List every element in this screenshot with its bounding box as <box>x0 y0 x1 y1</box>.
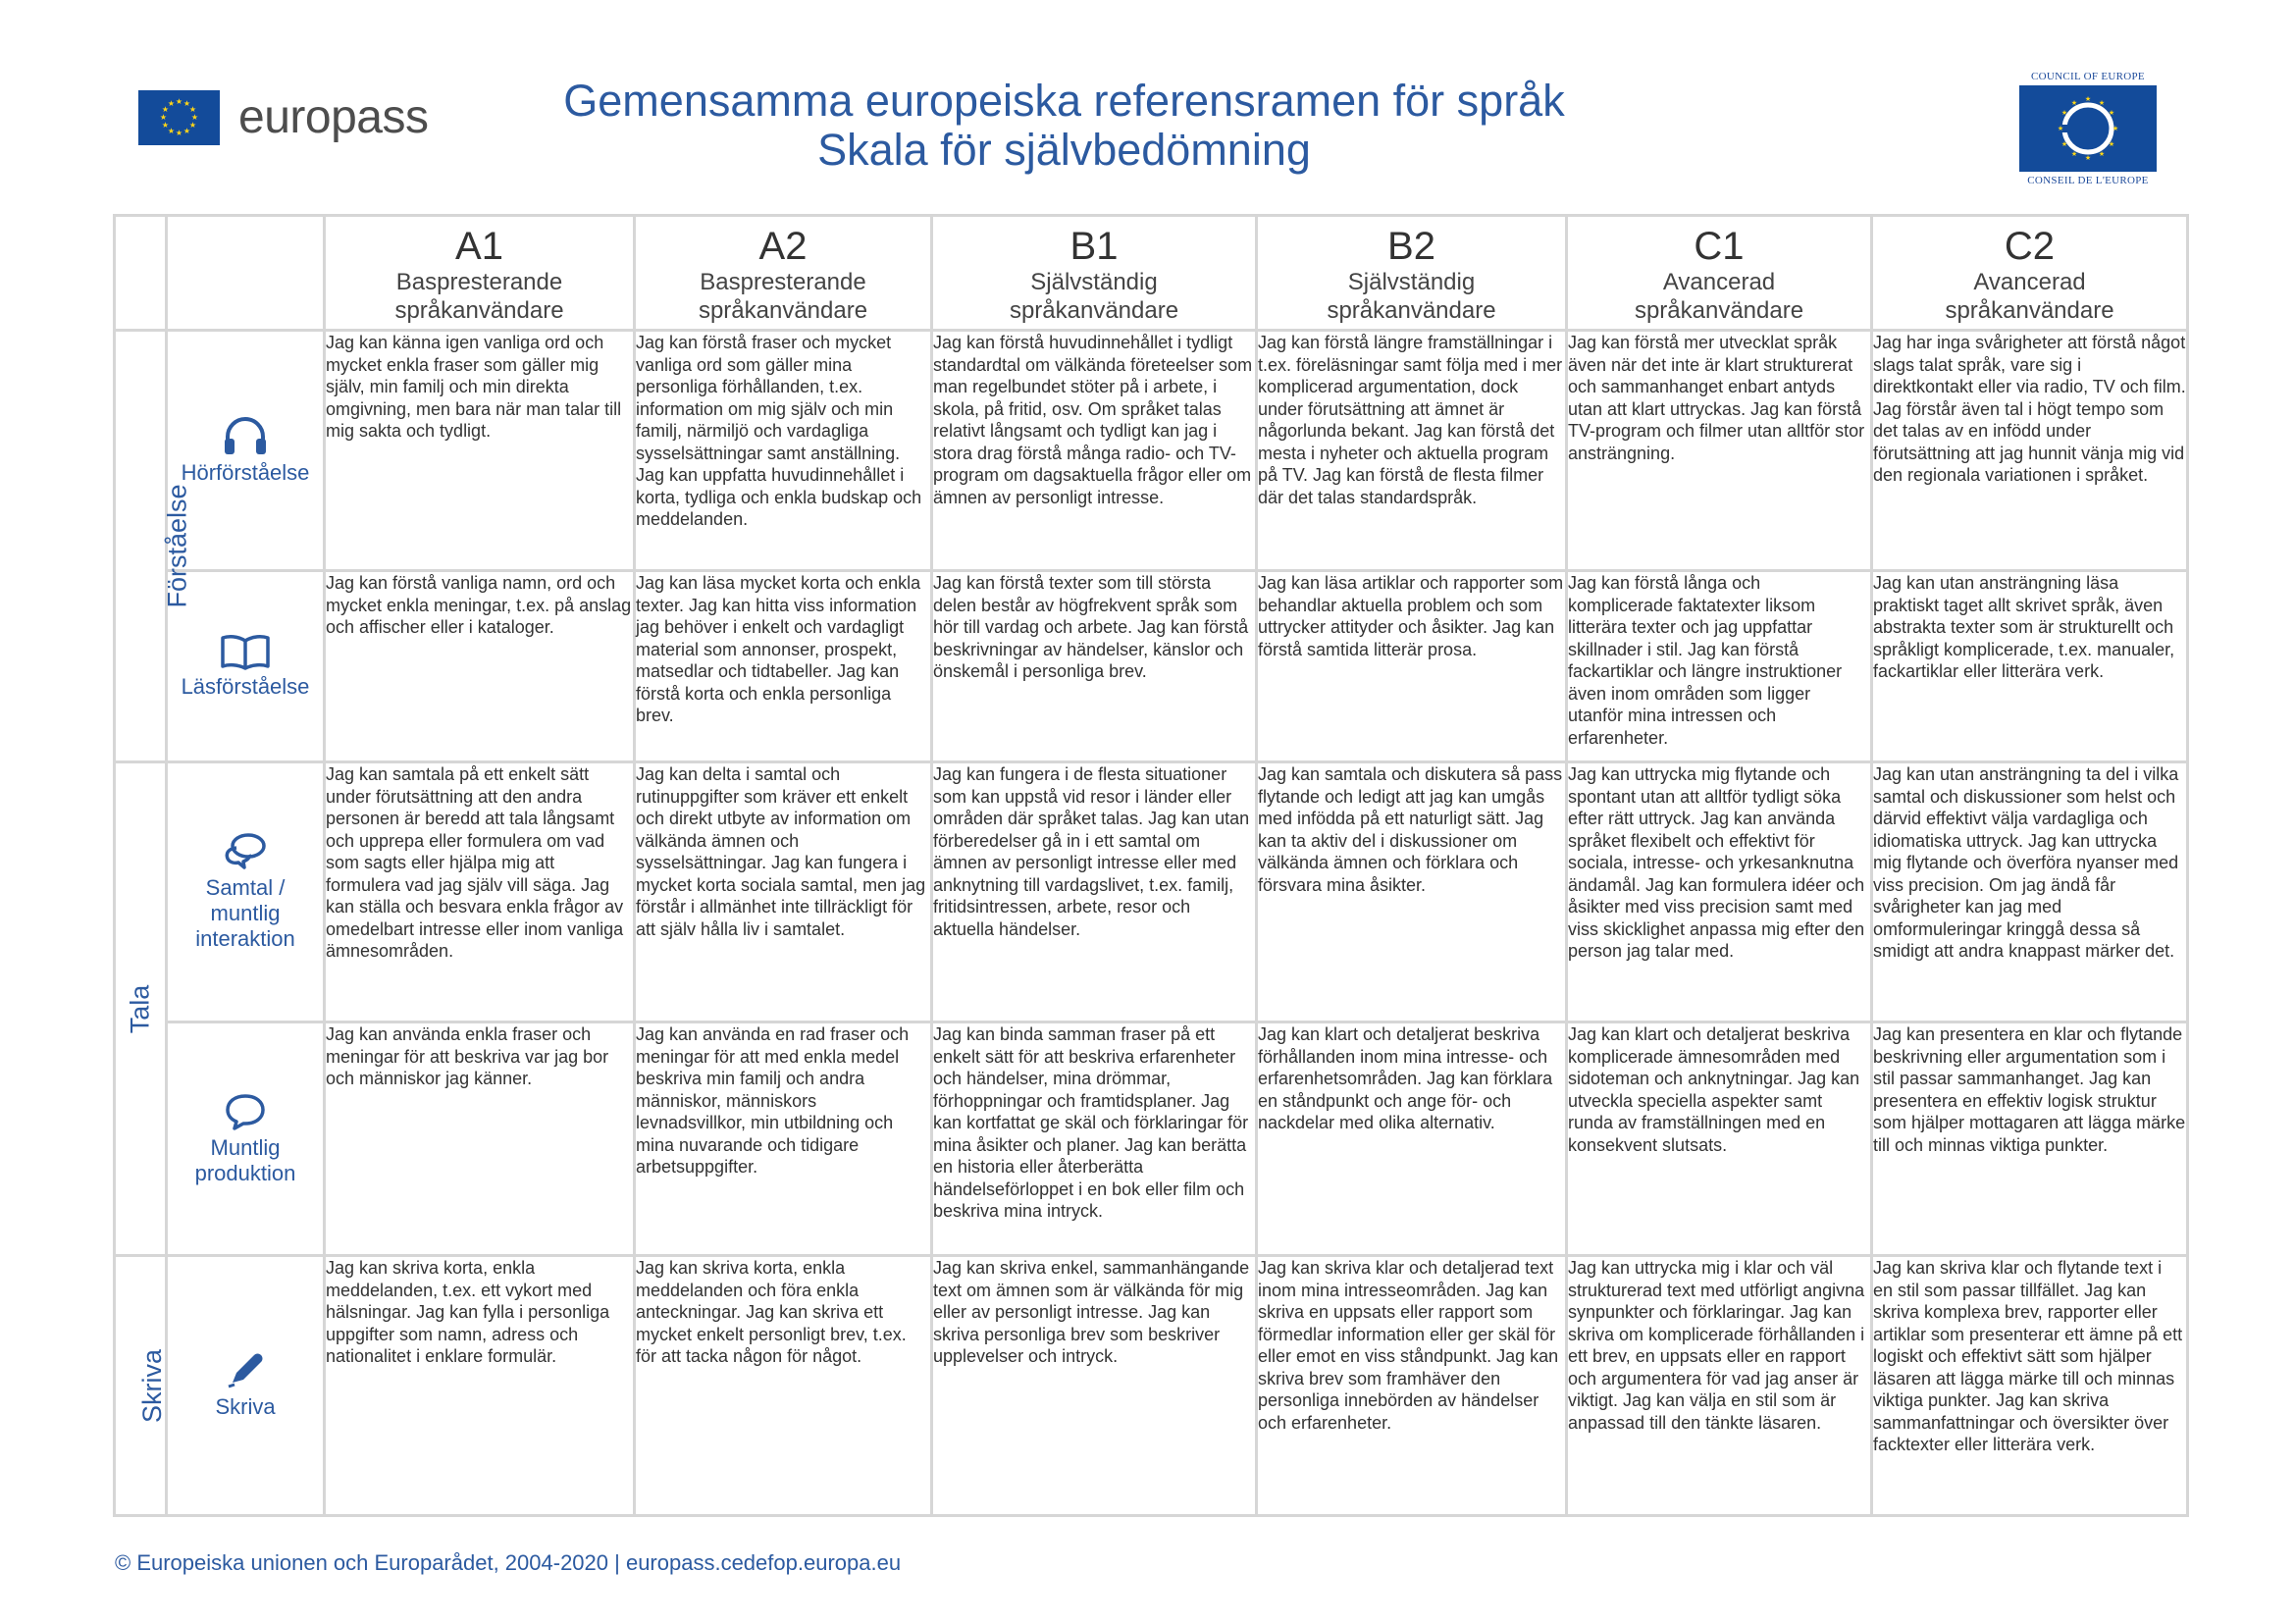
descriptor-cell: Jag kan samtala och diskutera så pass flytande och ledigt att jag kan umgås med infödda på ett naturligt sätt. Jag kan ta aktiv del i diskussioner om välkända ämnen och förklara och försvara mina åsikter. <box>1257 762 1567 1022</box>
corner-cell <box>115 216 167 331</box>
descriptor-cell: Jag kan klart och detaljerat beskriva förhållanden inom mina intresse- och erfarenhetsområden. Jag kan förklara en ståndpunkt och ange för- och nackdelar med olika alternativ. <box>1257 1022 1567 1256</box>
row-listening <box>115 331 2188 571</box>
coe-label-en: COUNCIL OF EUROPE <box>2031 71 2145 82</box>
page-header <box>0 0 2295 206</box>
category-label: Tala <box>125 984 155 1033</box>
descriptor-cell: Jag kan utan ansträngning läsa praktiskt taget allt skrivet språk, även abstrakta texter som är strukturellt och språkligt komplicerade, t.ex. manualer, fackartiklar eller litterära verk. <box>1872 571 2188 762</box>
skill-label: interaktion <box>195 926 295 951</box>
level-desc: Avancerad <box>1973 269 2086 295</box>
svg-text:★: ★ <box>175 97 183 106</box>
svg-text:★: ★ <box>2112 125 2119 132</box>
svg-text:★: ★ <box>161 105 170 114</box>
row-production <box>115 1022 2188 1256</box>
skill-writing <box>167 1256 325 1516</box>
footer-copyright: © Europeiska unionen och Europarådet, 2004-2020 | europass.cedefop.europa.eu <box>115 1550 902 1575</box>
skill-label: Muntlig <box>210 1134 281 1160</box>
skill-production <box>167 1022 325 1256</box>
level-code: B1 <box>1069 225 1119 268</box>
descriptor-cell: Jag kan läsa mycket korta och enkla texter. Jag kan hitta viss information jag behöver i enkelt och vardagligt material som annonser, prospekt, matsedlar och tidtabeller. Jag kan förstå korta och enkla personliga brev. <box>635 571 932 762</box>
level-header-b2 <box>1257 216 1567 331</box>
svg-text:★: ★ <box>161 121 170 130</box>
level-header-a2 <box>635 216 932 331</box>
descriptor-cell: Jag kan förstå långa och komplicerade faktatexter liksom litterära texter och jag uppfattar skillnader i stil. Jag kan förstå fackartiklar och längre instruktioner även inom områden som ligger utanför mina intressen och erfarenheter. <box>1567 571 1872 762</box>
descriptor-cell: Jag kan skriva klar och detaljerad text inom mina intresseområden. Jag kan skriva en uppsats eller rapport som förmedlar information eller ger skäl för eller emot en viss ståndpunkt. Jag kan skriva brev som framhäver den personliga innebörden av händelser och erfarenheter. <box>1257 1256 1567 1516</box>
coe-logo <box>2019 71 2157 186</box>
level-code: C2 <box>2004 225 2056 268</box>
level-desc: Baspresterande <box>395 269 563 295</box>
svg-text:★: ★ <box>2070 99 2078 107</box>
svg-text:★: ★ <box>2060 140 2068 148</box>
page-subtitle: Skala för självbedömning <box>817 125 1311 175</box>
svg-text:★: ★ <box>159 113 168 122</box>
svg-text:★: ★ <box>2084 95 2092 103</box>
row-interaction <box>115 762 2188 1022</box>
level-header-row <box>115 216 2188 331</box>
level-desc: Självständig <box>1347 269 1476 295</box>
skill-label: muntlig <box>210 901 281 925</box>
descriptor-cell: Jag kan förstå mer utvecklat språk även när det inte är klart strukturerat och sammanhanget enbart antyds utan att klart uttryckas. Jag kan förstå TV-program och filmer utan alltför stor ansträngning. <box>1567 331 1872 571</box>
descriptor-cell: Jag kan förstå fraser och mycket vanliga ord som gäller mina personliga förhållanden, t.ex. information om mig själv och min familj, närmiljö och vardagliga sysselsättningar samt anställning. Jag kan uppfatta huvudinnehållet i korta, tydliga och enkla budskap och meddelanden. <box>635 331 932 571</box>
descriptor-cell: Jag kan använda en rad fraser och meningar för att med enkla medel beskriva min familj och andra människor, människors levnadsvillkor, min utbildning och mina nuvarande och tidigare arbetsuppgifter. <box>635 1022 932 1256</box>
svg-text:★: ★ <box>2060 109 2068 117</box>
descriptor-cell: Jag kan förstå huvudinnehållet i tydligt standardtal om välkända företeelser som man regelbundet stöter på i arbete, i skola, på fritid, osv. Om språket talas relativt långsamt och tydligt kan jag i stora drag förstå många radio- och TV-program om dagsaktuella frågor eller om ämnen av personligt intresse. <box>932 331 1257 571</box>
svg-text:★: ★ <box>183 127 191 135</box>
svg-text:★: ★ <box>188 121 197 130</box>
row-reading <box>115 571 2188 762</box>
descriptor-cell: Jag kan känna igen vanliga ord och mycket enkla fraser som gäller mig själv, min familj och min direkta omgivning, men bara när man talar till mig sakta och tydligt. <box>325 331 635 571</box>
coe-label-fr: CONSEIL DE L'EUROPE <box>2027 175 2149 186</box>
svg-text:★: ★ <box>2057 125 2064 132</box>
europass-logo: europass <box>238 91 429 143</box>
descriptor-cell: Jag kan förstå texter som till största delen består av högfrekvent språk som hör till vardag och arbete. Jag kan förstå beskrivningar av händelser, känslor och önskemål i personliga brev. <box>932 571 1257 762</box>
skill-label: produktion <box>194 1160 296 1185</box>
svg-text:★: ★ <box>188 105 197 114</box>
category-writing <box>115 1256 167 1516</box>
svg-text:★: ★ <box>2108 109 2115 117</box>
svg-text:★: ★ <box>167 99 176 108</box>
corner-cell <box>167 216 325 331</box>
skill-label: Läsförståelse <box>181 674 310 699</box>
pencil-icon <box>225 1351 266 1390</box>
descriptor-cell: Jag kan förstå vanliga namn, ord och mycket enkla meningar, t.ex. på anslag och affischer eller i kataloger. <box>325 571 635 762</box>
skill-label: Hörförståelse <box>181 460 310 485</box>
descriptor-cell: Jag har inga svårigheter att förstå något slags talat språk, vare sig i direktkontakt eller via radio, TV och film. Jag förstår även tal i högt tempo som det talas av en infödd under förutsättning att jag hunnit vänja mig vid den regionala variationen i språket. <box>1872 331 2188 571</box>
svg-text:★: ★ <box>167 127 176 135</box>
speech-bubble-icon <box>225 1092 266 1131</box>
level-desc: språkanvändare <box>394 297 564 324</box>
descriptor-cell: Jag kan skriva klar och flytande text i en stil som passar tillfället. Jag kan skriva komplexa brev, rapporter eller artiklar som presenterar ett ämne på ett logiskt och effektivt sätt som hjälper läsaren att lägga märke till och minnas viktiga punkter. Jag kan skriva sammanfattningar och översikter över facktexter eller litterära verk. <box>1872 1256 2188 1516</box>
svg-text:★: ★ <box>2098 150 2106 158</box>
svg-text:★: ★ <box>2070 150 2078 158</box>
category-label: Skriva <box>137 1348 168 1423</box>
svg-text:★: ★ <box>2108 140 2115 148</box>
speech-bubbles-icon <box>223 832 268 871</box>
svg-text:★: ★ <box>2084 154 2092 162</box>
descriptor-cell: Jag kan uttrycka mig flytande och spontant utan att alltför tydligt söka efter rätt uttryck. Jag kan använda språket flexibelt och effektivt för sociala, intresse- och yrkesanknutna ändamål. Jag kan formulera idéer och åsikter med viss precision samt med viss skicklighet anpassa mig efter den person jag talar med. <box>1567 762 1872 1022</box>
level-desc: språkanvändare <box>698 297 868 324</box>
book-icon <box>220 633 271 670</box>
descriptor-cell: Jag kan uttrycka mig i klar och väl strukturerad text med utförligt angivna synpunkter och förklaringar. Jag kan skriva om komplicerade förhållanden i ett brev, en uppsats eller en rapport och argumentera för vad jag anser är viktigt. Jag kan välja en stil som är anpassad till den tänkte läsaren. <box>1567 1256 1872 1516</box>
level-desc: Avancerad <box>1662 269 1776 295</box>
descriptor-cell: Jag kan samtala på ett enkelt sätt under förutsättning att den andra personen är beredd att tala långsamt och upprepa eller formulera om vad som sagts eller hjälpa mig att formulera vad jag själv vill säga. Jag kan ställa och besvara enkla frågor av omedelbart intresse eller inom vanliga ämnesområden. <box>325 762 635 1022</box>
level-code: A2 <box>758 225 808 268</box>
level-desc: språkanvändare <box>1945 297 2114 324</box>
self-assessment-grid <box>113 214 2189 1517</box>
level-code: C1 <box>1694 225 1745 268</box>
category-label: Förståelse <box>162 484 192 608</box>
level-desc: språkanvändare <box>1634 297 1804 324</box>
descriptor-cell: Jag kan skriva enkel, sammanhängande text om ämnen som är välkända för mig eller av personligt intresse. Jag kan skriva personliga brev som beskriver upplevelser och intryck. <box>932 1256 1257 1516</box>
svg-text:★: ★ <box>183 99 191 108</box>
svg-text:★: ★ <box>175 129 183 137</box>
category-speaking <box>115 762 167 1256</box>
descriptor-cell: Jag kan klart och detaljerat beskriva komplicerade ämnesområden med sidoteman och anknytningar. Jag kan utveckla speciella aspekter samt runda av framställningen med en konsekvent slutsats. <box>1567 1022 1872 1256</box>
descriptor-cell: Jag kan skriva korta, enkla meddelanden, t.ex. ett vykort med hälsningar. Jag kan fylla i personliga uppgifter som namn, adress och nationalitet i enklare formulär. <box>325 1256 635 1516</box>
level-desc: språkanvändare <box>1009 297 1179 324</box>
level-desc: språkanvändare <box>1327 297 1496 324</box>
level-desc: Baspresterande <box>700 269 866 295</box>
descriptor-cell: Jag kan delta i samtal och rutinuppgifter som kräver ett enkelt och direkt utbyte av information om välkända ämnen och sysselsättningar. Jag kan fungera i mycket korta sociala samtal, men jag förstår i allmänhet inte tillräckligt för att själv hålla liv i samtalet. <box>635 762 932 1022</box>
descriptor-cell: Jag kan presentera en klar och flytande beskrivning eller argumentation som i stil passar sammanhanget. Jag kan presentera en effektiv logisk struktur som hjälper mottagaren att lägga märke till och minnas viktiga punkter. <box>1872 1022 2188 1256</box>
level-header-a1 <box>325 216 635 331</box>
page-title: Gemensamma europeiska referensramen för språk <box>563 76 1565 126</box>
level-header-b1 <box>932 216 1257 331</box>
descriptor-cell: Jag kan binda samman fraser på ett enkelt sätt för att beskriva erfarenheter och händelser, mina drömmar, förhoppningar och framtidsplaner. Jag kan kortfattat ge skäl och förklaringar för mina åsikter och planer. Jag kan berätta en historia eller återberätta händelseförloppet i en bok eller film och beskriva mina intryck. <box>932 1022 1257 1256</box>
level-code: B2 <box>1387 225 1435 268</box>
skill-label: Samtal / <box>205 875 286 900</box>
svg-text:★: ★ <box>190 113 199 122</box>
row-writing <box>115 1256 2188 1516</box>
svg-text:★: ★ <box>2098 99 2106 107</box>
descriptor-cell: Jag kan använda enkla fraser och meningar för att beskriva var jag bor och människor jag känner. <box>325 1022 635 1256</box>
descriptor-cell: Jag kan läsa artiklar och rapporter som behandlar aktuella problem och som uttrycker attityder och åsikter. Jag kan förstå samtida litterär prosa. <box>1257 571 1567 762</box>
skill-label: Skriva <box>215 1394 276 1419</box>
level-code: A1 <box>455 225 503 268</box>
descriptor-cell: Jag kan utan ansträngning ta del i vilka samtal och diskussioner som helst och därvid effektivt välja vardagliga och idiomatiska uttryck. Jag kan uttrycka mig flytande och överföra nyanser med viss precision. Om jag ändå får svårigheter kan jag med omformuleringar kringgå dessa så smidigt att andra knappast märker det. <box>1872 762 2188 1022</box>
coe-emblem-icon <box>2019 85 2157 172</box>
skill-interaction <box>167 762 325 1022</box>
level-desc: Självständig <box>1030 269 1158 295</box>
category-understanding <box>115 331 192 762</box>
level-header-c1 <box>1567 216 1872 331</box>
level-header-c2 <box>1872 216 2188 331</box>
headphones-icon <box>222 415 269 456</box>
descriptor-cell: Jag kan förstå längre framställningar i t.ex. föreläsningar samt följa med i mer komplicerad argumentation, dock under förutsättning att ämnet är någorlunda bekant. Jag kan förstå det mesta i nyheter och aktuella program på TV. Jag kan förstå de flesta filmer där det talas standardspråk. <box>1257 331 1567 571</box>
descriptor-cell: Jag kan skriva korta, enkla meddelanden och föra enkla anteckningar. Jag kan skriva ett mycket enkelt personligt brev, t.ex. för att tacka någon för något. <box>635 1256 932 1516</box>
descriptor-cell: Jag kan fungera i de flesta situationer som kan uppstå vid resor i länder eller områden där språket talas. Jag kan utan förberedelser gå in i ett samtal om ämnen av personligt intresse eller med anknytning till vardagslivet, t.ex. familj, fritidsintressen, arbete, resor och aktuella händelser. <box>932 762 1257 1022</box>
